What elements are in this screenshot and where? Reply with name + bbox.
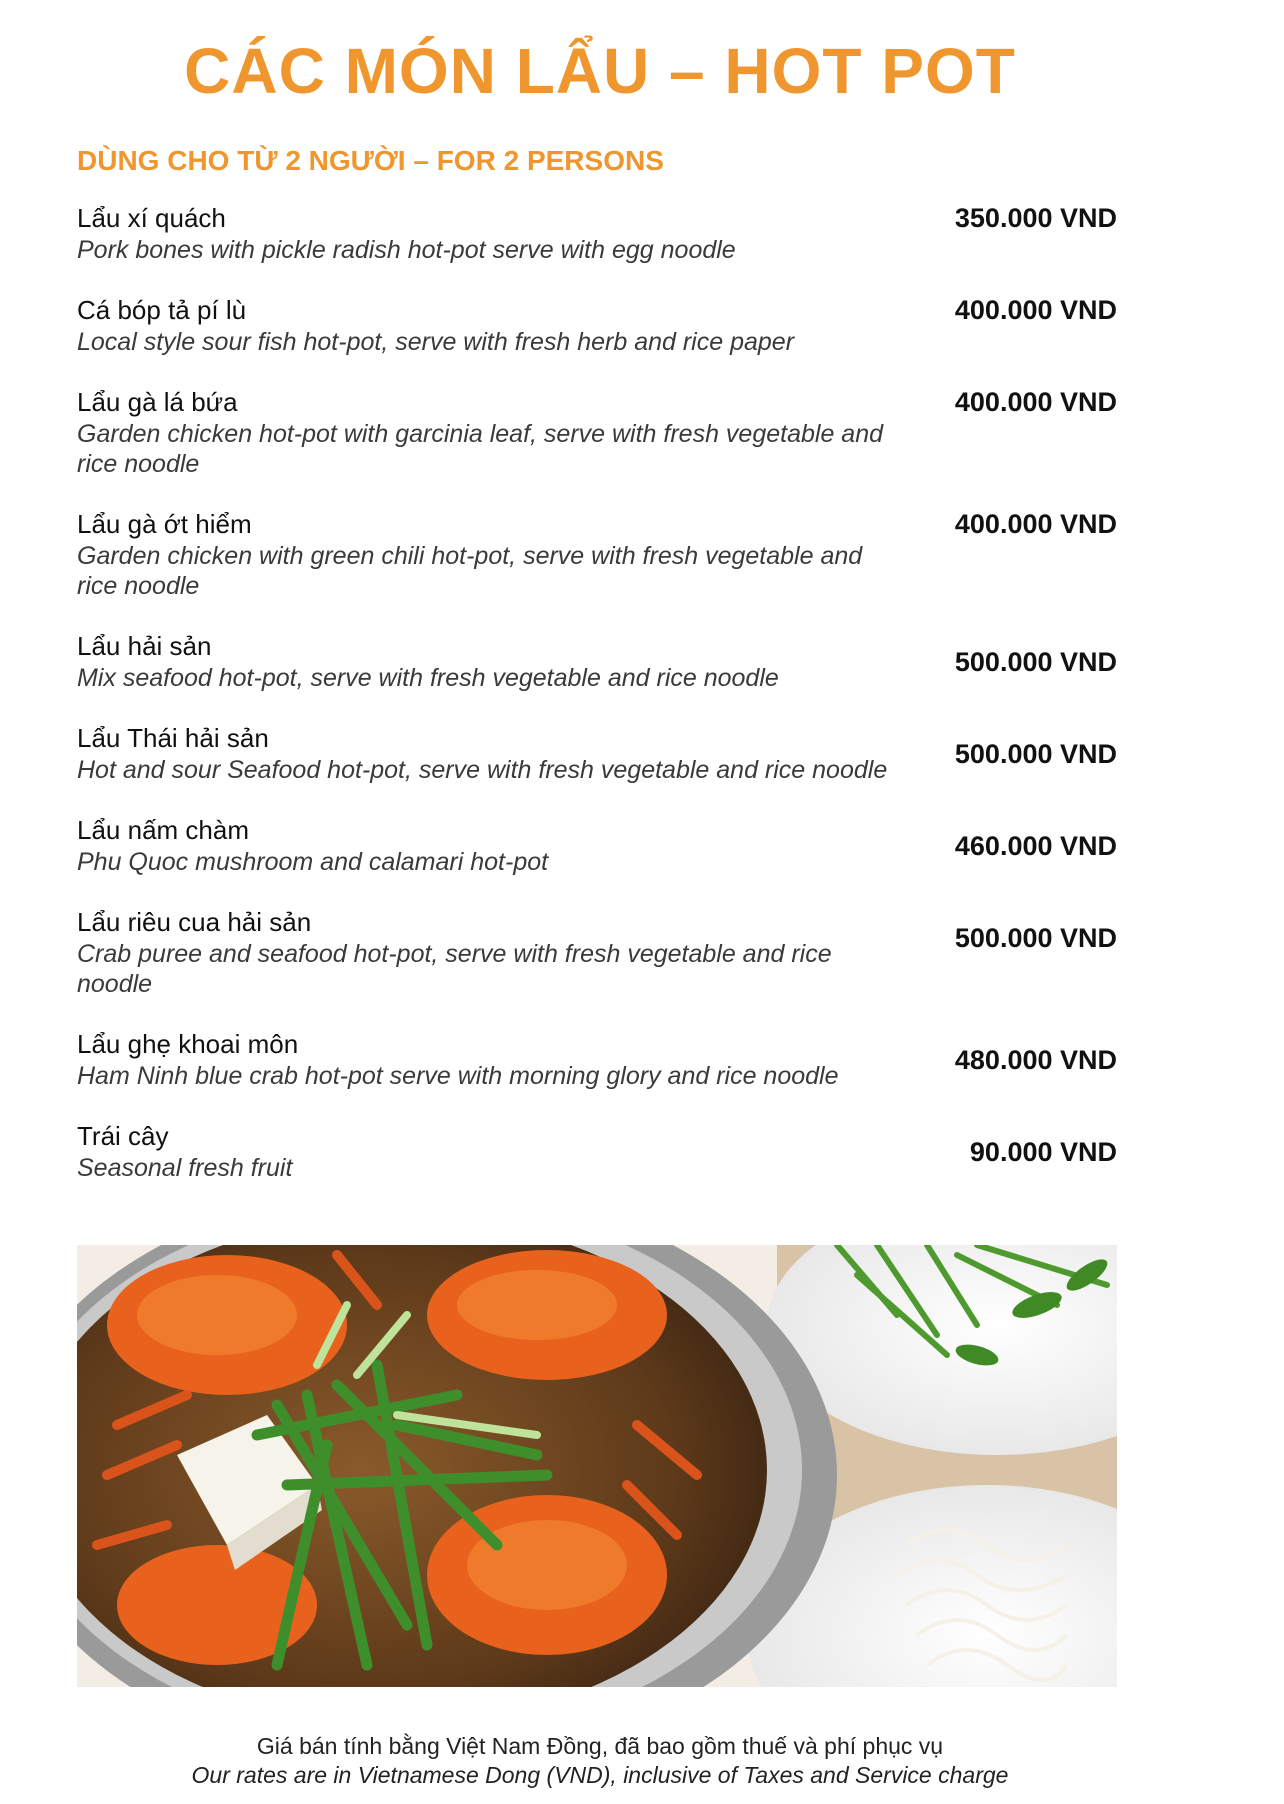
item-price: 90.000 VND xyxy=(969,1137,1117,1167)
footer-note-vn: Giá bán tính bằng Việt Nam Đồng, đã bao gồm thuế và phí phục vụ xyxy=(256,1733,944,1759)
item-name: Lẩu ghẹ khoai môn xyxy=(77,1029,299,1059)
item-description: Local style sour fish hot-pot, serve with fresh herb and rice paper xyxy=(77,328,795,356)
hotpot-illustration xyxy=(77,1245,1117,1687)
item-name: Lẩu Thái hải sản xyxy=(77,723,269,753)
item-price: 500.000 VND xyxy=(954,739,1117,769)
item-description: Garden chicken hot-pot with garcinia leaf, serve with fresh vegetable and rice noodle xyxy=(77,420,884,478)
item-price: 400.000 VND xyxy=(954,509,1117,539)
item-description: Mix seafood hot-pot, serve with fresh vegetable and rice noodle xyxy=(77,664,779,692)
item-description: Pork bones with pickle radish hot-pot serve with egg noodle xyxy=(77,236,736,264)
item-name: Lẩu hải sản xyxy=(77,631,212,661)
item-name: Lẩu gà ớt hiểm xyxy=(77,509,252,539)
item-description: Hot and sour Seafood hot-pot, serve with fresh vegetable and rice noodle xyxy=(77,756,888,784)
item-name: Lẩu xí quách xyxy=(77,203,226,233)
footer-note-en: Our rates are in Vietnamese Dong (VND), inclusive of Taxes and Service charge xyxy=(191,1762,1009,1788)
item-description: Seasonal fresh fruit xyxy=(77,1154,293,1182)
item-price: 480.000 VND xyxy=(954,1045,1117,1075)
item-name: Lẩu riêu cua hải sản xyxy=(77,907,312,937)
item-name: Lẩu gà lá bứa xyxy=(77,387,238,417)
item-name: Trái cây xyxy=(77,1121,169,1151)
item-description: Crab puree and seafood hot-pot, serve with fresh vegetable and rice noodle xyxy=(77,940,832,998)
item-description: Phu Quoc mushroom and calamari hot-pot xyxy=(77,848,549,876)
item-price: 500.000 VND xyxy=(954,923,1117,953)
item-name: Lẩu nấm chàm xyxy=(77,815,249,845)
page-title: CÁC MÓN LẨU – HOT POT xyxy=(184,35,1016,107)
item-price: 350.000 VND xyxy=(954,203,1117,233)
item-description: Garden chicken with green chili hot-pot, serve with fresh vegetable and rice noodle xyxy=(77,542,863,600)
hotpot-photo xyxy=(77,1245,1117,1687)
item-price: 500.000 VND xyxy=(954,647,1117,677)
item-name: Cá bóp tả pí lù xyxy=(77,295,247,325)
item-price: 460.000 VND xyxy=(954,831,1117,861)
item-description: Ham Ninh blue crab hot-pot serve with morning glory and rice noodle xyxy=(77,1062,839,1090)
item-price: 400.000 VND xyxy=(954,295,1117,325)
section-subtitle: DÙNG CHO TỪ 2 NGƯỜI – FOR 2 PERSONS xyxy=(77,145,664,176)
item-price: 400.000 VND xyxy=(954,387,1117,417)
